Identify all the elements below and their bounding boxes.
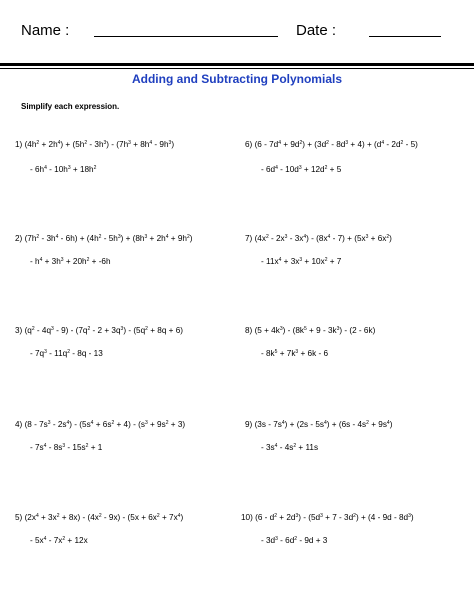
problem-number: 5) [15,513,23,522]
answer-4: - $7s^4 - 8s^3 - 15s^2 + 1$ [30,443,103,452]
answer-9: - $3s^4 - 4s^2 + 11s$ [261,443,319,452]
problem-4 [15,420,185,429]
header-rule-thick [0,63,474,66]
problem-2 [15,234,192,243]
problem-number: 9) [245,420,253,429]
problem-expression: $(6 - d^2 + 2d^3) - (5d^3 + 7 - 3d^2) + (4 - 9d - 8d^3)$ [255,513,414,522]
problem-expression: $(7h^2 - 3h^4 - 6h) + (4h^2 - 5h^3) + (8h^3 + 2h^4 + 9h^2)$ [24,234,193,243]
problem-expression: $(4x^2 - 2x^3 - 3x^4) - (8x^4 - 7) + (5x^3 + 6x^2)$ [254,234,392,243]
answer-2: - $h^4 + 3h^3 + 20h^2 + -6h$ [30,257,111,266]
instructions: Simplify each expression. [21,102,120,111]
problem-5 [15,513,183,522]
problem-number: 1) [15,140,23,149]
problem-number: 6) [245,140,253,149]
answer-8: - $8k^5 + 7k^3 + 6k - 6$ [261,349,329,358]
name-blank-line[interactable] [94,36,278,37]
answer-5: - $5x^4 - 7x^2 + 12x$ [30,536,88,545]
problem-expression: $(4h^2 + 2h^4) + (5h^2 - 3h^3) - (7h^3 + 8h^4 - 9h^3)$ [24,140,175,149]
answer-10: - $3d^3 - 6d^2 - 9d + 3$ [261,536,328,545]
answer-3: - $7q^3 - 11q^2 - 8q - 13$ [30,349,103,358]
header-rule-thin [0,68,474,69]
problem-number: 7) [245,234,253,243]
problem-10 [241,513,414,522]
date-label: Date : [296,22,337,39]
problem-9 [245,420,392,429]
problem-expression: $(3s - 7s^4) + (2s - 5s^4) + (6s - 4s^2 + 9s^4)$ [254,420,393,429]
problem-number: 10) [241,513,253,522]
answer-7: - $11x^4 + 3x^3 + 10x^2 + 7$ [261,257,342,266]
answer-1: - $6h^4 - 10h^3 + 18h^2$ [30,165,97,174]
problem-6 [245,140,418,149]
answer-6: - $6d^4 - 10d^3 + 12d^2 + 5$ [261,165,342,174]
problem-expression: $(2x^4 + 3x^2 + 8x) - (4x^2 - 9x) - (5x + 6x^2 + 7x^4)$ [24,513,184,522]
date-blank-line[interactable] [369,36,441,37]
problem-number: 3) [15,326,23,335]
name-label: Name : [21,22,70,39]
problem-expression: $(5 + 4k^3) - (8k^5 + 9 - 3k^3) - (2 - 6k)$ [254,326,376,335]
problem-expression: $(6 - 7d^4 + 9d^2) + (3d^2 - 8d^3 + 4) + (d^4 - 2d^2 - 5)$ [254,140,418,149]
problem-number: 4) [15,420,23,429]
problem-number: 2) [15,234,23,243]
problem-8 [245,326,375,335]
problem-number: 8) [245,326,253,335]
problem-1 [15,140,174,149]
worksheet-title: Adding and Subtracting Polynomials [131,72,342,86]
problem-7 [245,234,392,243]
problem-3 [15,326,183,335]
problem-expression: $(8 - 7s^3 - 2s^4) - (5s^4 + 6s^2 + 4) - (s^3 + 9s^2 + 3)$ [24,420,186,429]
problem-expression: $(q^2 - 4q^3 - 9) - (7q^2 - 2 + 3q^3) - (5q^2 + 8q + 6)$ [24,326,183,335]
